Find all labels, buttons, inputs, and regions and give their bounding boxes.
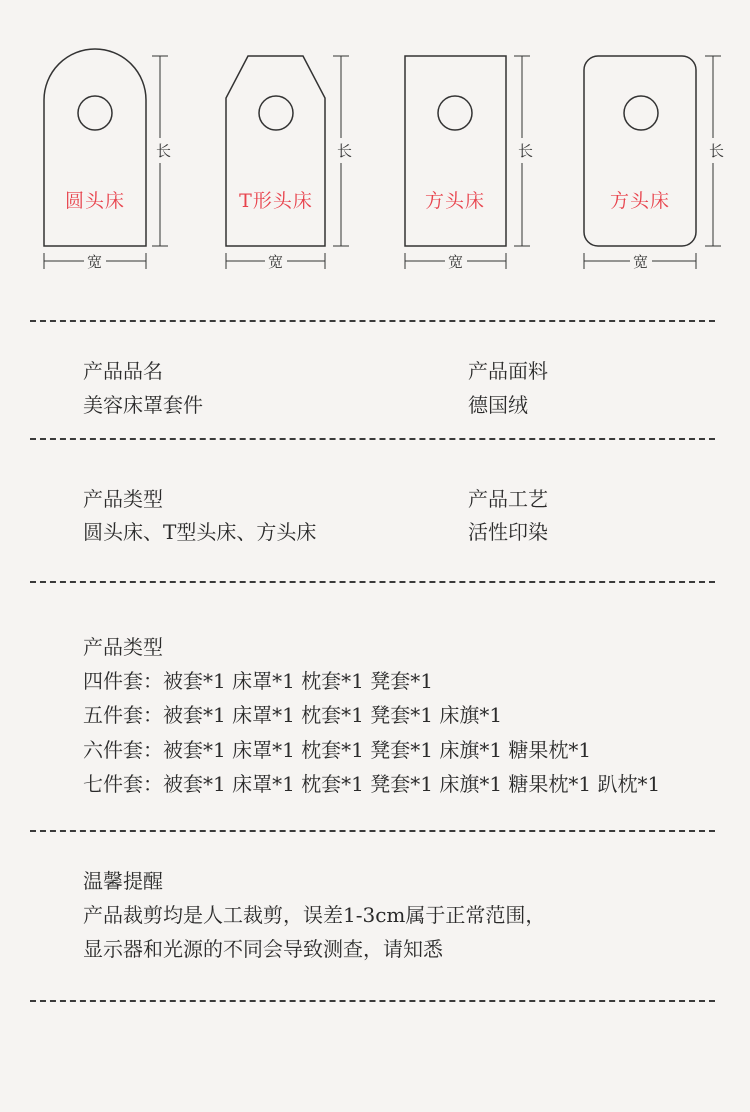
hole-icon [259, 96, 293, 130]
set-item: 四件套：被套*1 床罩*1 枕套*1 凳套*1 [83, 669, 433, 693]
rounded-square-head-outline [584, 56, 696, 246]
width-label: 宽 [268, 253, 284, 271]
t-head-outline [226, 56, 325, 246]
product-type-value: 圆头床、T型头床、方头床 [83, 520, 317, 544]
sets-title: 产品类型 [83, 635, 163, 659]
product-type-label: 产品类型 [83, 487, 163, 511]
divider [30, 581, 715, 583]
divider [30, 438, 715, 440]
width-label: 宽 [448, 253, 464, 271]
bed-shape-diagrams [0, 0, 750, 290]
length-label: 长 [337, 138, 352, 163]
reminder-line: 产品裁剪均是人工裁剪，误差1-3cm属于正常范围， [83, 903, 546, 927]
set-item: 七件套：被套*1 床罩*1 枕套*1 凳套*1 床旗*1 糖果枕*1 趴枕*1 [83, 772, 661, 796]
divider [30, 320, 715, 322]
shape-name-square-rounded: 方头床 [609, 190, 670, 212]
divider [30, 830, 715, 832]
length-label: 长 [156, 138, 171, 163]
fabric-label: 产品面料 [468, 359, 548, 383]
hole-icon [624, 96, 658, 130]
fabric-value: 德国绒 [468, 393, 528, 417]
hole-icon [438, 96, 472, 130]
reminder-title: 温馨提醒 [83, 869, 163, 893]
set-item: 五件套：被套*1 床罩*1 枕套*1 凳套*1 床旗*1 [83, 703, 503, 727]
shape-name-square: 方头床 [424, 190, 485, 212]
length-label: 长 [709, 138, 724, 163]
length-label: 长 [518, 138, 533, 163]
width-label: 宽 [633, 253, 649, 271]
shape-name-round: 圆头床 [64, 190, 125, 212]
square-head-outline [405, 56, 506, 246]
product-name-value: 美容床罩套件 [83, 393, 203, 417]
process-label: 产品工艺 [468, 487, 548, 511]
set-item: 六件套：被套*1 床罩*1 枕套*1 凳套*1 床旗*1 糖果枕*1 [83, 738, 592, 762]
shape-outlines [0, 0, 750, 290]
round-head-outline [44, 49, 146, 246]
process-value: 活性印染 [468, 520, 548, 544]
width-dimension-lines [44, 253, 696, 269]
length-dimension-lines [152, 56, 721, 246]
width-label: 宽 [87, 253, 103, 271]
product-name-label: 产品品名 [83, 359, 163, 383]
shape-name-t: T形头床 [239, 190, 313, 212]
hole-icon [78, 96, 112, 130]
reminder-line: 显示器和光源的不同会导致测查，请知悉 [83, 937, 443, 961]
divider [30, 1000, 715, 1002]
